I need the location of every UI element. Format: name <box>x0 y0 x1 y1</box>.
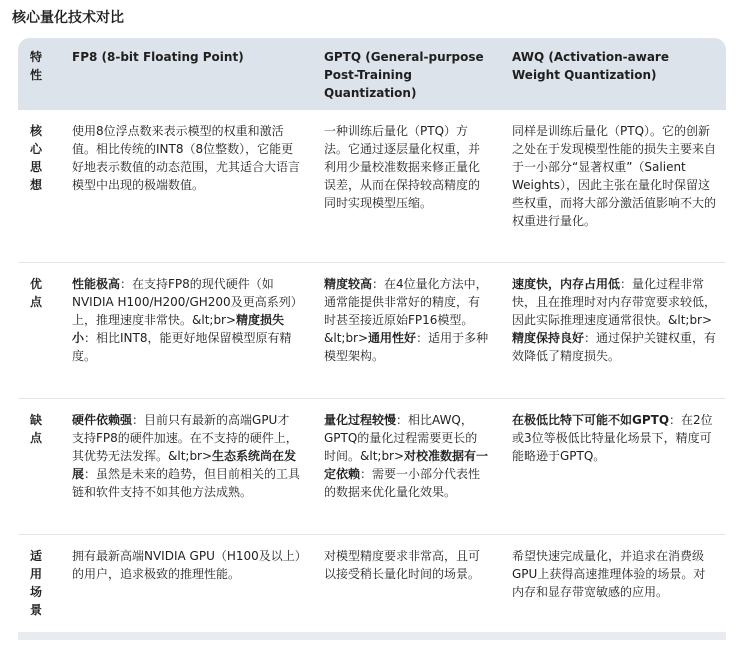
cell-text: ：目前只有最新的高端GPU才支持FP8的硬件加速。在不支持的硬件上，其优势无法发挥。&lt;br> <box>72 412 298 463</box>
cell-bold-text: 通用性好 <box>368 330 417 345</box>
comparison-table-container <box>18 38 726 638</box>
cell-text: 拥有最新高端NVIDIA GPU（H100及以上）的用户，追求极致的推理性能。 <box>72 548 301 581</box>
table-row-advantages <box>18 262 726 398</box>
cell-awq <box>498 534 726 638</box>
cell-gptq <box>310 398 498 534</box>
comparison-table <box>18 38 726 638</box>
cell-bold-text: 精度较高 <box>324 276 373 291</box>
row-label-text: 缺点 <box>30 412 43 445</box>
cell-bold-text: 精度损失小 <box>72 312 285 345</box>
cell-bold-text: 硬件依赖强 <box>72 412 133 427</box>
row-label-text: 优点 <box>30 276 43 309</box>
cell-awq <box>498 262 726 398</box>
cell-bold-text: 精度保持良好 <box>512 330 585 345</box>
cell-bold-text: 性能极高 <box>72 276 121 291</box>
cell-fp8 <box>58 534 310 638</box>
cell-awq <box>498 398 726 534</box>
cell-text: ：在支持FP8的现代硬件（如NVIDIA H100/H200/GH200及更高系列）上，推理速度非常快。&lt;br> <box>72 276 297 327</box>
table-bottom-edge <box>18 632 726 640</box>
row-label <box>18 534 58 638</box>
header-feature <box>18 38 58 110</box>
header-row <box>18 38 726 110</box>
cell-fp8 <box>58 398 310 534</box>
cell-text: 对模型精度要求非常高，且可以接受稍长量化时间的场景。 <box>324 548 481 581</box>
row-label-text: 适用场景 <box>30 548 43 617</box>
table-row-core-idea <box>18 110 726 262</box>
cell-bold-text: 在极低比特下可能不如GPTQ <box>512 412 670 427</box>
cell-text: ：虽然是未来的趋势，但目前相关的工具链和软件支持不如其他方法成熟。 <box>72 466 301 499</box>
cell-fp8 <box>58 110 310 262</box>
cell-text: ：相比AWQ，GPTQ的量化过程需要更长的时间。&lt;br> <box>324 412 478 463</box>
table-body <box>18 110 726 638</box>
cell-fp8 <box>58 262 310 398</box>
page-title: 核心量化技术对比 <box>12 10 124 26</box>
cell-awq <box>498 110 726 262</box>
row-label <box>18 262 58 398</box>
cell-text: 使用8位浮点数来表示模型的权重和激活值。相比传统的INT8（8位整数），它能更好地表示数值的动态范围，尤其适合大语言模型中出现的极端数值。 <box>72 124 301 192</box>
header-awq: AWQ (Activation-aware Weight Quantization) <box>498 38 726 110</box>
cell-text: ：量化过程非常快，且在推理时对内存带宽要求较低，因此实际推理速度通常很快。&lt;br> <box>512 276 717 327</box>
cell-bold-text: 生态系统尚在发展 <box>72 448 297 481</box>
cell-bold-text: 量化过程较慢 <box>324 412 397 427</box>
cell-gptq <box>310 110 498 262</box>
cell-text: 一种训练后量化（PTQ）方法。它通过逐层量化权重，并利用少量校准数据来修正量化误差，从而在保持较高精度的同时实现模型压缩。 <box>324 124 481 210</box>
row-label <box>18 110 58 262</box>
cell-text: ：通过保护关键权重，有效降低了精度损失。 <box>512 330 717 363</box>
cell-text: ：在4位量化方法中，通常能提供非常好的精度，有时甚至接近原始FP16模型。&lt;br> <box>324 276 488 345</box>
cell-gptq <box>310 534 498 638</box>
cell-text: 希望快速完成量化，并追求在消费级GPU上获得高速推理体验的场景。对内存和显存带宽敏感的应用。 <box>512 548 706 599</box>
header-fp8: FP8 (8-bit Floating Point) <box>58 38 310 110</box>
cell-text: ：适用于多种模型架构。 <box>324 330 489 363</box>
header-feature-label: 特性 <box>30 50 43 82</box>
cell-bold-text: 速度快，内存占用低 <box>512 276 621 291</box>
row-label-text: 核心思想 <box>30 124 43 192</box>
row-label <box>18 398 58 534</box>
cell-text: ：相比INT8，能更好地保留模型原有精度。 <box>72 330 292 363</box>
table-row-use-cases <box>18 534 726 638</box>
table-row-disadvantages <box>18 398 726 534</box>
header-gptq: GPTQ (General-purpose Post-Training Quantization) <box>310 38 498 110</box>
cell-text: ：需要一小部分代表性的数据来优化量化效果。 <box>324 466 481 499</box>
cell-text: ：在2位或3位等极低比特量化场景下，精度可能略逊于GPTQ。 <box>512 412 713 463</box>
cell-gptq <box>310 262 498 398</box>
table-header <box>18 38 726 110</box>
cell-bold-text: 对校准数据有一定依赖 <box>324 448 489 481</box>
cell-text: 同样是训练后量化（PTQ）。它的创新之处在于发现模型性能的损失主要来自于一小部分“显著权重”（Salient Weights），因此主张在量化时保留这些权重，而将大部分激活值影响不大的权重进行量化。 <box>512 124 717 228</box>
